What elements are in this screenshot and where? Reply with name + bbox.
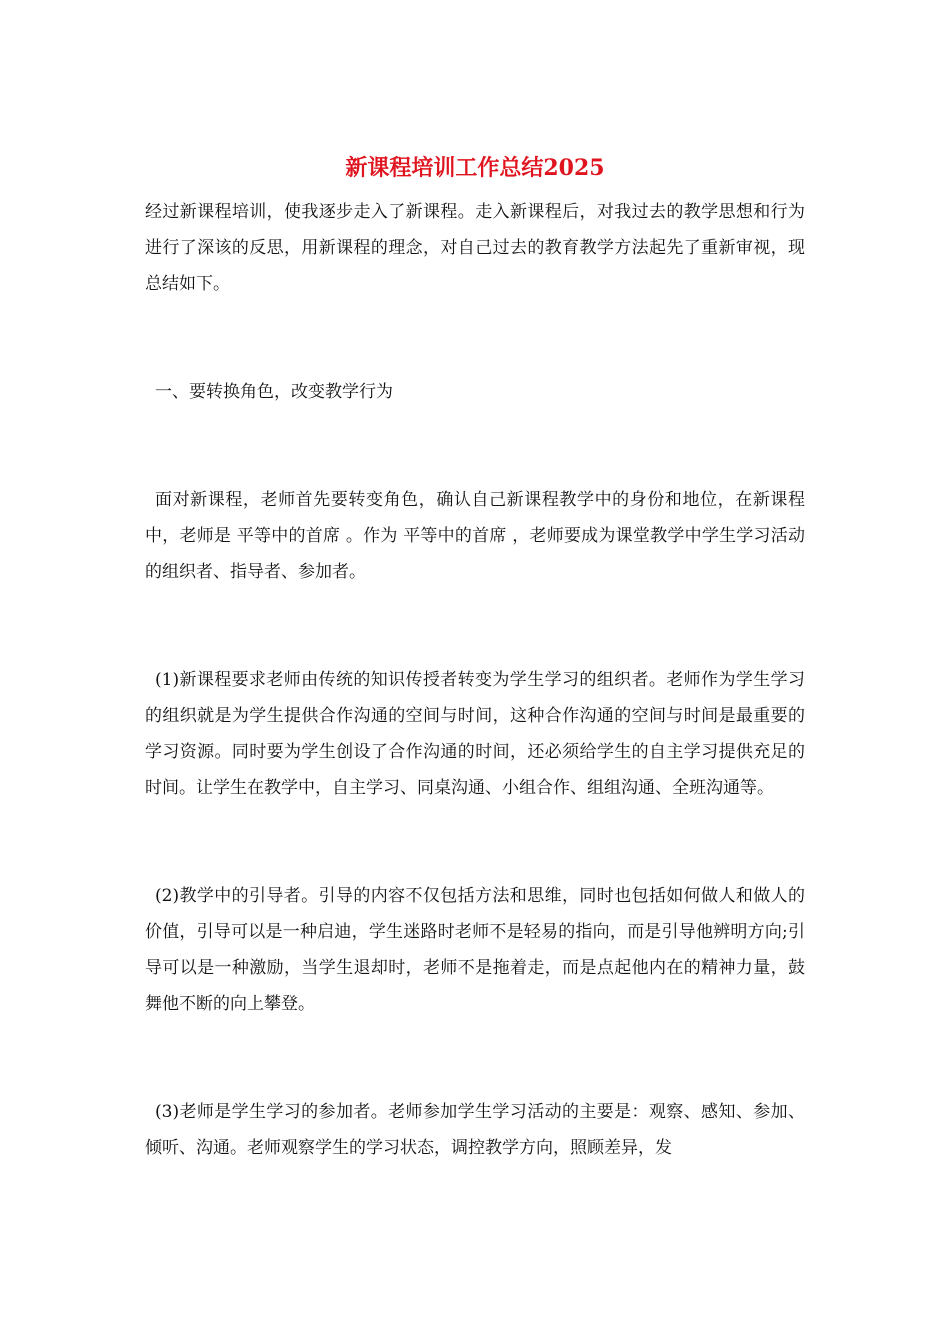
body-paragraph: (1)新课程要求老师由传统的知识传授者转变为学生学习的组织者。老师作为学生学习的组织就是为学生提供合作沟通的空间与时间，这种合作沟通的空间与时间是最重要的学习资源。同时要为学生创设了合作沟通的时间，还必须给学生的自主学习提供充足的时间。让学生在教学中，自主学习、同桌沟通、小组合作、组组沟通、全班沟通等。 <box>145 670 805 798</box>
paragraph-spacer <box>145 302 805 374</box>
paragraph-spacer <box>145 1022 805 1094</box>
section-heading: 一、要转换角色，改变教学行为 <box>155 382 393 402</box>
paragraph-spacer <box>145 590 805 662</box>
intro-paragraph: 经过新课程培训，使我逐步走入了新课程。走入新课程后，对我过去的教学思想和行为进行了深该的反思，用新课程的理念，对自己过去的教育教学方法起先了重新审视，现总结如下。 <box>145 202 805 294</box>
document-body <box>145 194 805 1166</box>
paragraph-spacer <box>145 806 805 878</box>
body-paragraph: (2)教学中的引导者。引导的内容不仅包括方法和思维，同时也包括如何做人和做人的价值，引导可以是一种启迪，学生迷路时老师不是轻易的指向，而是引导他辨明方向;引导可以是一种激励，当学生退却时，老师不是拖着走，而是点起他内在的精神力量，鼓舞他不断的向上攀登。 <box>145 886 805 1014</box>
body-paragraph: (3)老师是学生学习的参加者。老师参加学生学习活动的主要是：观察、感知、参加、倾听、沟通。老师观察学生的学习状态，调控教学方向，照顾差异，发 <box>145 1102 805 1158</box>
body-paragraph: 面对新课程，老师首先要转变角色，确认自己新课程教学中的身份和地位，在新课程中，老师是 平等中的首席 。作为 平等中的首席 ，老师要成为课堂教学中学生学习活动的组织者、指导者、参加者。 <box>145 490 805 582</box>
paragraph-spacer <box>145 410 805 482</box>
document-title: 新课程培训工作总结2025 <box>345 155 605 181</box>
